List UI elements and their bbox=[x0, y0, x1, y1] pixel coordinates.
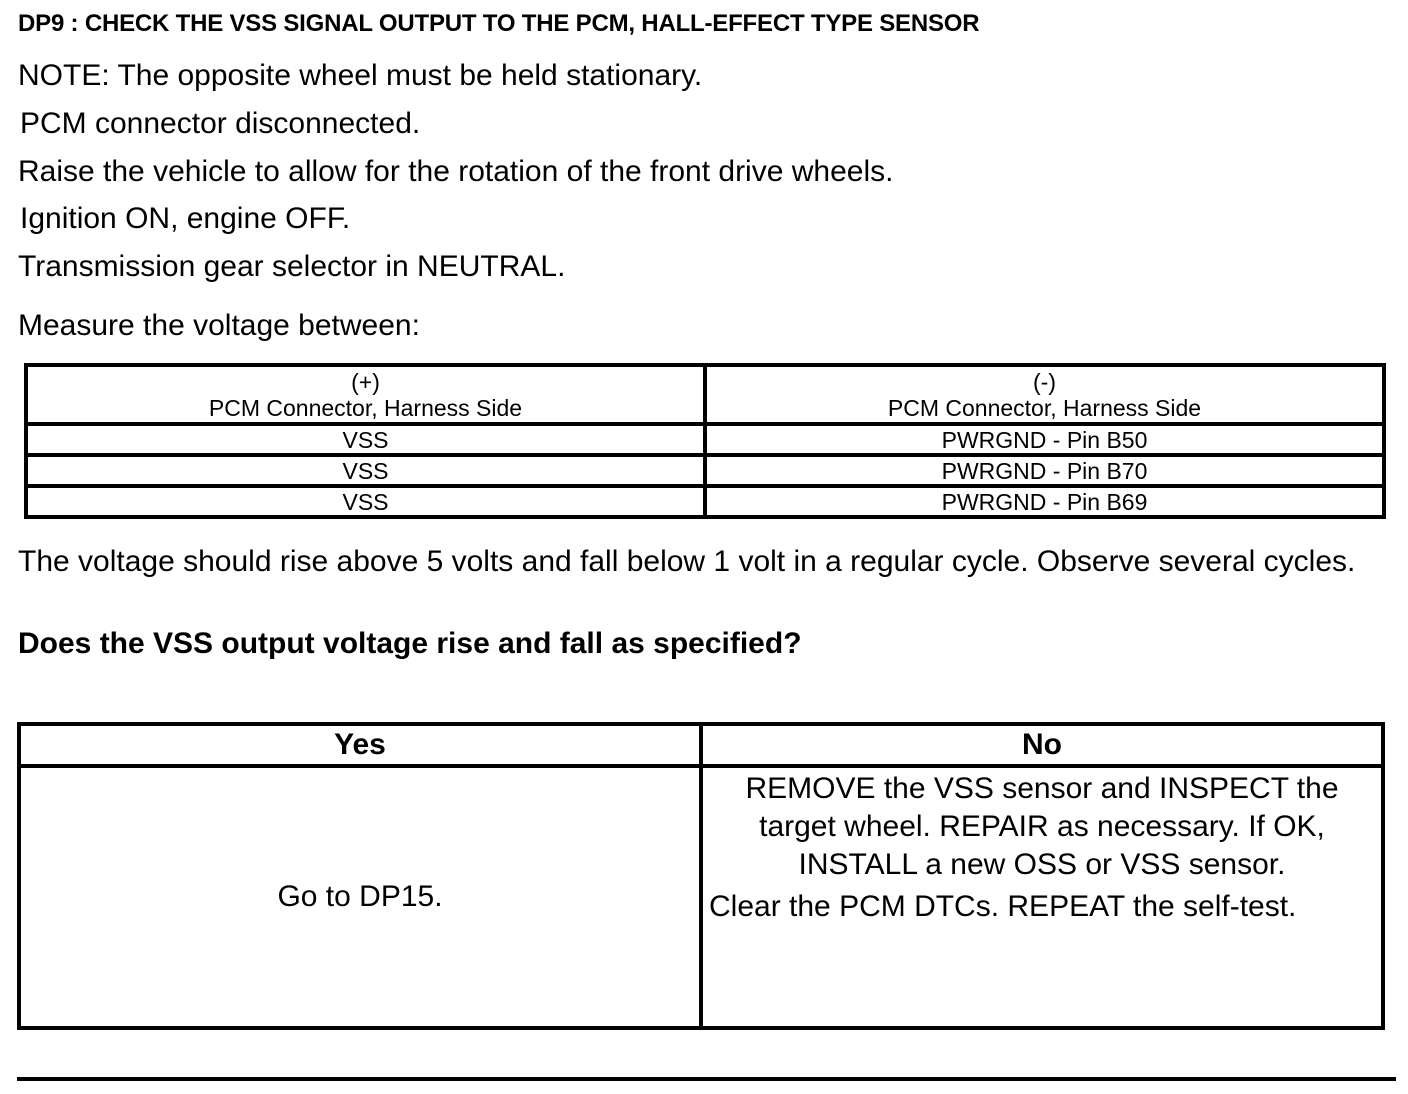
measurement-header-row bbox=[26, 365, 1384, 424]
test-question: Does the VSS output voltage rise and fall as specified? bbox=[18, 627, 802, 660]
table-row bbox=[26, 424, 1384, 455]
measure-instruction: Measure the voltage between: bbox=[18, 309, 420, 342]
table-cell: PWRGND - Pin B50 bbox=[705, 424, 1384, 455]
no-header: No bbox=[701, 724, 1383, 766]
no-action-cell bbox=[701, 766, 1383, 1028]
positive-symbol: (+) bbox=[351, 368, 380, 395]
note-line: NOTE: The opposite wheel must be held stationary. bbox=[18, 59, 703, 92]
condition-raise-vehicle: Raise the vehicle to allow for the rotation of the front drive wheels. bbox=[18, 155, 894, 188]
table-cell: VSS bbox=[26, 455, 705, 486]
condition-gear-selector: Transmission gear selector in NEUTRAL. bbox=[18, 250, 566, 283]
condition-pcm-connector: PCM connector disconnected. bbox=[20, 107, 421, 140]
no-action-text-2: Clear the PCM DTCs. REPEAT the self-test. bbox=[709, 890, 1297, 923]
table-row bbox=[26, 486, 1384, 517]
positive-label: PCM Connector, Harness Side bbox=[208, 394, 523, 421]
table-row bbox=[26, 455, 1384, 486]
no-action-text-1: REMOVE the VSS sensor and INSPECT the target wheel. REPAIR as necessary. If OK, INSTALL a new OSS or VSS sensor. bbox=[745, 772, 1339, 881]
expected-result-paragraph: The voltage should rise above 5 volts and fall below 1 volt in a regular cycle. Observe several cycles. bbox=[18, 545, 1356, 578]
table-cell: VSS bbox=[26, 424, 705, 455]
decision-body-row bbox=[19, 766, 1383, 1028]
bottom-divider bbox=[17, 1077, 1396, 1081]
page-title: DP9 : CHECK THE VSS SIGNAL OUTPUT TO THE PCM, HALL-EFFECT TYPE SENSOR bbox=[18, 10, 980, 37]
table-cell: VSS bbox=[26, 486, 705, 517]
negative-header bbox=[705, 365, 1384, 424]
decision-header-row bbox=[19, 724, 1383, 766]
negative-label: PCM Connector, Harness Side bbox=[887, 394, 1202, 421]
yes-header: Yes bbox=[19, 724, 701, 766]
yes-action-text: Go to DP15. bbox=[277, 880, 443, 913]
positive-header bbox=[26, 365, 705, 424]
condition-ignition: Ignition ON, engine OFF. bbox=[20, 202, 351, 235]
table-cell: PWRGND - Pin B70 bbox=[705, 455, 1384, 486]
yes-action-cell bbox=[19, 766, 701, 1028]
negative-symbol: (-) bbox=[1033, 368, 1056, 395]
measurement-table bbox=[24, 363, 1386, 519]
decision-table bbox=[17, 722, 1385, 1030]
table-cell: PWRGND - Pin B69 bbox=[705, 486, 1384, 517]
